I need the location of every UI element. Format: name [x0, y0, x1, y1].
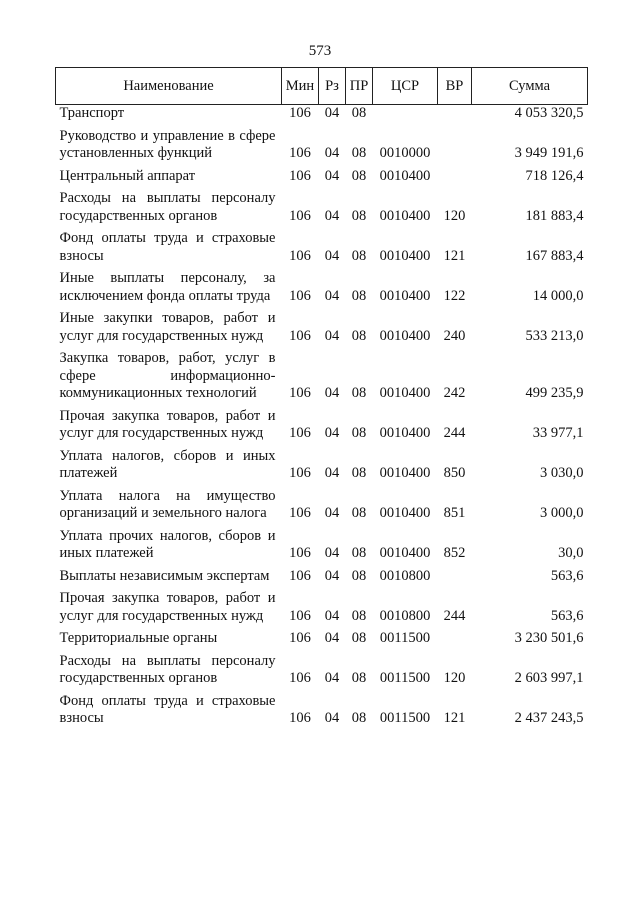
- cell-min: 106: [289, 670, 311, 686]
- cell-min: 106: [289, 207, 311, 224]
- cell-vr: [438, 168, 472, 191]
- cell-min: 106: [289, 327, 311, 344]
- cell-csr: 0010400: [379, 425, 431, 441]
- cell-rz: 04: [324, 207, 340, 224]
- cell-pr: 08: [351, 247, 367, 264]
- cell-rz: 04: [324, 630, 340, 646]
- cell-pr: 08: [351, 327, 367, 344]
- header-csr: ЦСР: [373, 68, 438, 105]
- table-row: [56, 448, 588, 488]
- table-row: [56, 350, 588, 408]
- cell-vr: 121: [443, 247, 466, 264]
- cell-rz: 04: [324, 145, 340, 161]
- table-header-row: [56, 68, 588, 105]
- table-row: [56, 105, 588, 128]
- cell-pr: 08: [351, 505, 367, 521]
- table-row: [56, 568, 588, 591]
- table-row: [56, 630, 588, 653]
- cell-sum: 3 030,0: [540, 465, 584, 481]
- cell-pr: 08: [351, 167, 367, 184]
- cell-pr: 08: [351, 207, 367, 224]
- cell-csr: 0010400: [379, 505, 431, 521]
- cell-name: Иные закупки товаров, работ и услуг для государственных нужд: [59, 310, 276, 344]
- cell-rz: 04: [324, 670, 340, 686]
- page-number: 573: [308, 43, 332, 59]
- cell-vr: [438, 630, 472, 653]
- table-row: [56, 488, 588, 528]
- cell-csr: 0010400: [379, 465, 431, 481]
- cell-min: 106: [289, 167, 311, 184]
- header-pr: ПР: [346, 68, 373, 105]
- cell-sum: 563,6: [550, 607, 584, 624]
- cell-csr: 0010400: [379, 207, 431, 224]
- cell-sum: 3 000,0: [540, 505, 584, 521]
- cell-name: Руководство и управление в сфере установленных функций: [59, 127, 276, 161]
- table-row: [56, 168, 588, 191]
- cell-name: Закупка товаров, работ, услуг в сфере информационно-коммуникационных технологий: [59, 350, 276, 401]
- header-vr: ВР: [438, 68, 472, 105]
- budget-table: [55, 67, 588, 733]
- cell-csr: [373, 105, 438, 128]
- table-row: [56, 693, 588, 733]
- cell-name: Фонд оплаты труда и страховые взносы: [59, 230, 276, 264]
- cell-name: Прочая закупка товаров, работ и услуг для государственных нужд: [59, 407, 276, 441]
- cell-sum: 14 000,0: [532, 287, 584, 304]
- cell-vr: 242: [443, 385, 466, 401]
- cell-vr: 121: [443, 710, 466, 726]
- cell-min: 106: [289, 505, 311, 521]
- cell-vr: 240: [443, 327, 466, 344]
- cell-vr: 122: [443, 287, 466, 304]
- cell-name: Прочая закупка товаров, работ и услуг для государственных нужд: [59, 590, 276, 624]
- cell-vr: [438, 105, 472, 128]
- cell-sum: 30,0: [558, 545, 584, 561]
- cell-min: 106: [289, 385, 311, 401]
- cell-vr: 244: [443, 607, 466, 624]
- table-row: [56, 590, 588, 630]
- cell-name: Расходы на выплаты персоналу государственных органов: [59, 190, 276, 224]
- cell-min: 106: [289, 545, 311, 561]
- cell-csr: 0010800: [379, 607, 431, 624]
- cell-pr: 08: [351, 630, 367, 646]
- cell-name: Иные выплаты персоналу, за исключением фонда оплаты труда: [59, 270, 276, 304]
- cell-csr: 0011500: [379, 630, 431, 646]
- cell-min: 106: [289, 247, 311, 264]
- cell-sum: 4 053 320,5: [514, 105, 584, 121]
- cell-min: 106: [289, 145, 311, 161]
- table-row: [56, 310, 588, 350]
- cell-name: Расходы на выплаты персоналу государственных органов: [59, 652, 276, 686]
- cell-rz: 04: [324, 327, 340, 344]
- cell-pr: 08: [351, 607, 367, 624]
- cell-sum: 499 235,9: [525, 385, 584, 401]
- cell-rz: 04: [324, 567, 340, 584]
- cell-name: Уплата налогов, сборов и иных платежей: [59, 447, 276, 481]
- cell-pr: 08: [351, 425, 367, 441]
- cell-name: Выплаты независимым экспертам: [59, 567, 270, 584]
- cell-rz: 04: [324, 385, 340, 401]
- cell-pr: 08: [351, 385, 367, 401]
- cell-pr: 08: [351, 287, 367, 304]
- cell-min: 106: [289, 425, 311, 441]
- cell-min: 106: [289, 567, 311, 584]
- cell-sum: 718 126,4: [525, 167, 584, 184]
- table-row: [56, 128, 588, 168]
- cell-vr: 244: [443, 425, 466, 441]
- cell-rz: 04: [324, 425, 340, 441]
- cell-vr: 851: [443, 505, 466, 521]
- cell-rz: 04: [324, 287, 340, 304]
- cell-sum: 181 883,4: [525, 207, 584, 224]
- cell-vr: 850: [443, 465, 466, 481]
- cell-vr: [438, 568, 472, 591]
- header-name: Наименование: [56, 68, 282, 105]
- cell-sum: 167 883,4: [525, 247, 584, 264]
- cell-rz: 04: [324, 545, 340, 561]
- cell-rz: 04: [324, 505, 340, 521]
- cell-min: 106: [289, 607, 311, 624]
- table-row: [56, 230, 588, 270]
- cell-csr: 0010400: [379, 385, 431, 401]
- header-min: Мин: [282, 68, 319, 105]
- cell-csr: 0010400: [379, 327, 431, 344]
- cell-name: Уплата прочих налогов, сборов и иных платежей: [59, 527, 276, 561]
- cell-vr: [438, 128, 472, 168]
- cell-sum: 2 603 997,1: [514, 670, 584, 686]
- cell-sum: 33 977,1: [532, 425, 584, 441]
- cell-pr: 08: [351, 465, 367, 481]
- cell-rz: 04: [324, 607, 340, 624]
- cell-csr: 0011500: [379, 710, 431, 726]
- cell-name: Фонд оплаты труда и страховые взносы: [59, 692, 276, 726]
- cell-pr: 08: [351, 105, 367, 121]
- cell-rz: 04: [324, 247, 340, 264]
- header-rz: Рз: [319, 68, 346, 105]
- table-row: [56, 408, 588, 448]
- cell-sum: 3 230 501,6: [514, 630, 584, 646]
- header-sum: Сумма: [472, 68, 588, 105]
- cell-vr: 120: [443, 670, 466, 686]
- cell-name: Уплата налога на имущество организаций и земельного налога: [59, 487, 276, 521]
- cell-csr: 0010400: [379, 545, 431, 561]
- cell-vr: 852: [443, 545, 466, 561]
- cell-vr: 120: [443, 207, 466, 224]
- cell-pr: 08: [351, 545, 367, 561]
- cell-pr: 08: [351, 145, 367, 161]
- cell-csr: 0010000: [379, 145, 431, 161]
- cell-rz: 04: [324, 105, 340, 121]
- cell-min: 106: [289, 105, 311, 121]
- cell-pr: 08: [351, 710, 367, 726]
- table-row: [56, 270, 588, 310]
- cell-sum: 2 437 243,5: [514, 710, 584, 726]
- cell-name: Центральный аппарат: [59, 167, 196, 184]
- cell-name: Транспорт: [59, 105, 125, 121]
- cell-min: 106: [289, 710, 311, 726]
- cell-min: 106: [289, 630, 311, 646]
- cell-pr: 08: [351, 567, 367, 584]
- cell-csr: 0010800: [379, 567, 431, 584]
- cell-name: Территориальные органы: [59, 630, 218, 646]
- cell-csr: 0011500: [379, 670, 431, 686]
- cell-csr: 0010400: [379, 167, 431, 184]
- cell-csr: 0010400: [379, 287, 431, 304]
- table-row: [56, 190, 588, 230]
- cell-pr: 08: [351, 670, 367, 686]
- table-row: [56, 528, 588, 568]
- cell-sum: 533 213,0: [525, 327, 584, 344]
- cell-min: 106: [289, 465, 311, 481]
- table-row: [56, 653, 588, 693]
- cell-rz: 04: [324, 710, 340, 726]
- cell-sum: 3 949 191,6: [514, 145, 584, 161]
- cell-rz: 04: [324, 465, 340, 481]
- cell-rz: 04: [324, 167, 340, 184]
- cell-csr: 0010400: [379, 247, 431, 264]
- cell-min: 106: [289, 287, 311, 304]
- cell-sum: 563,6: [550, 567, 584, 584]
